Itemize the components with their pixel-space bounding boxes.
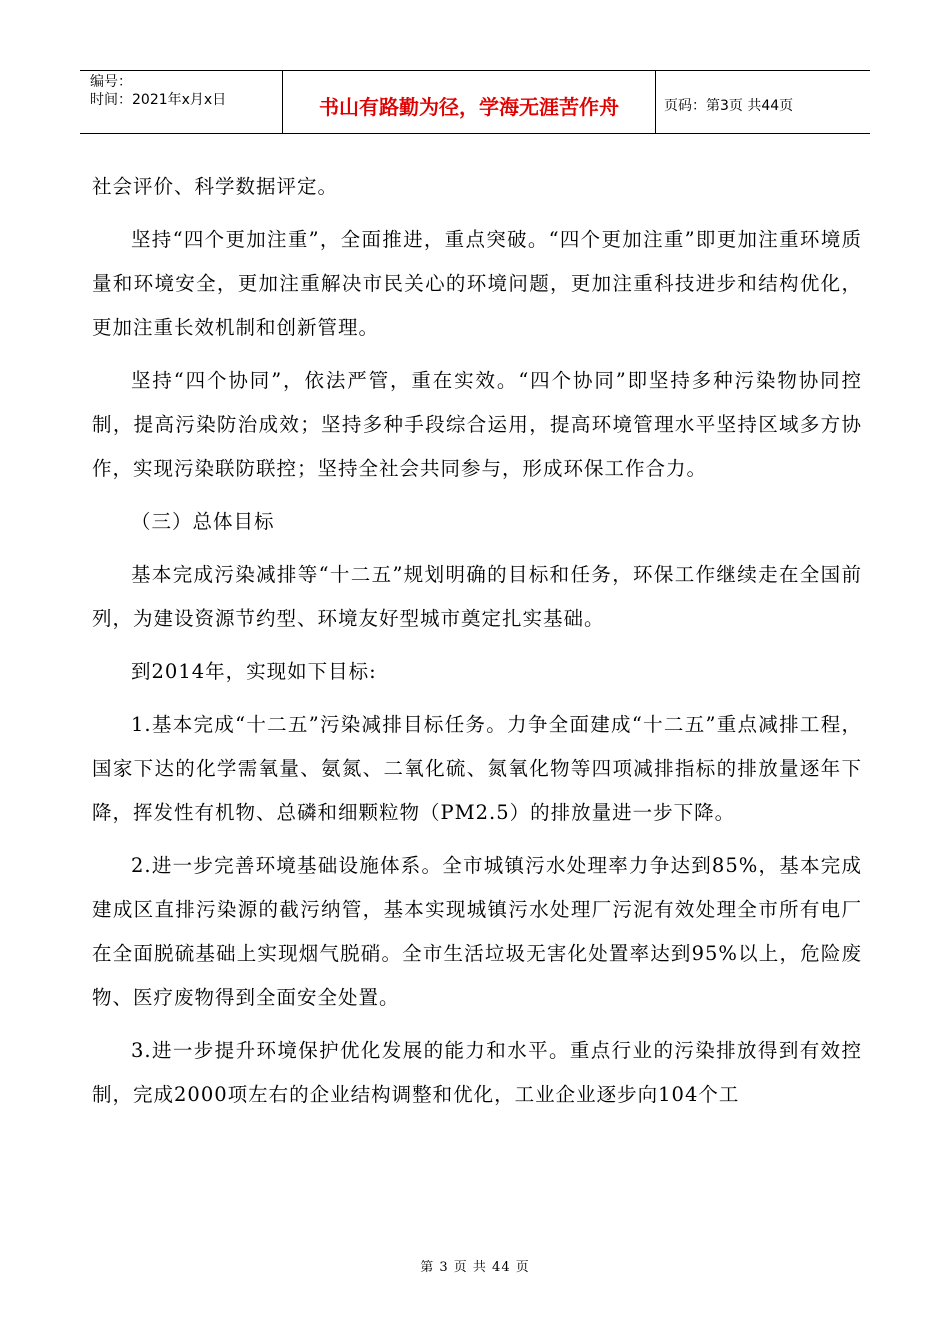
body-paragraph: 坚持“四个更加注重”，全面推进，重点突破。“四个更加注重”即更加注重环境质量和环境安全，更加注重解决市民关心的环境问题，更加注重科技进步和结构优化，更加注重长效机制和创新管理。 bbox=[92, 228, 862, 339]
header-page-info: 页码：第3页 共44页 bbox=[664, 98, 794, 114]
header-motto: 书山有路勤为径，学海无涯苦作舟 bbox=[283, 71, 656, 133]
body-paragraph: 坚持“四个协同”，依法严管，重在实效。“四个协同”即坚持多种污染物协同控制，提高污染防治成效；坚持多种手段综合运用，提高环境管理水平坚持区域多方协作，实现污染联防联控；坚持全社会共同参与，形成环保工作合力。 bbox=[92, 369, 862, 480]
document-number-label: 编号： bbox=[90, 74, 132, 90]
body-paragraph: 基本完成污染减排等“十二五”规划明确的目标和任务，环保工作继续走在全国前列，为建设资源节约型、环境友好型城市奠定扎实基础。 bbox=[92, 563, 862, 630]
document-time-label: 时间：2021年x月x日 bbox=[90, 92, 227, 108]
header-meta bbox=[80, 71, 283, 133]
body-paragraph: 2.进一步完善环境基础设施体系。全市城镇污水处理率力争达到85%，基本完成建成区直排污染源的截污纳管，基本实现城镇污水处理厂污泥有效处理全市所有电厂在全面脱硫基础上实现烟气脱硝。全市生活垃圾无害化处置率达到95%以上，危险废物、医疗废物得到全面安全处置。 bbox=[92, 854, 862, 1009]
body-paragraph: 社会评价、科学数据评定。 bbox=[92, 175, 339, 198]
page-header bbox=[80, 70, 870, 134]
page-footer: 第 3 页 共 44 页 bbox=[420, 1260, 530, 1275]
body-paragraph: 3.进一步提升环境保护优化发展的能力和水平。重点行业的污染排放得到有效控制，完成2000项左右的企业结构调整和优化，工业企业逐步向104个工 bbox=[92, 1039, 862, 1106]
document-body bbox=[92, 165, 862, 1126]
body-paragraph: 1.基本完成“十二五”污染减排目标任务。力争全面建成“十二五”重点减排工程，国家下达的化学需氧量、氨氮、二氧化硫、氮氧化物等四项减排指标的排放量逐年下降，挥发性有机物、总磷和细颗粒物（PM2.5）的排放量进一步下降。 bbox=[92, 713, 862, 824]
section-heading: （三）总体目标 bbox=[131, 510, 275, 533]
body-paragraph: 到2014年，实现如下目标: bbox=[131, 660, 377, 683]
